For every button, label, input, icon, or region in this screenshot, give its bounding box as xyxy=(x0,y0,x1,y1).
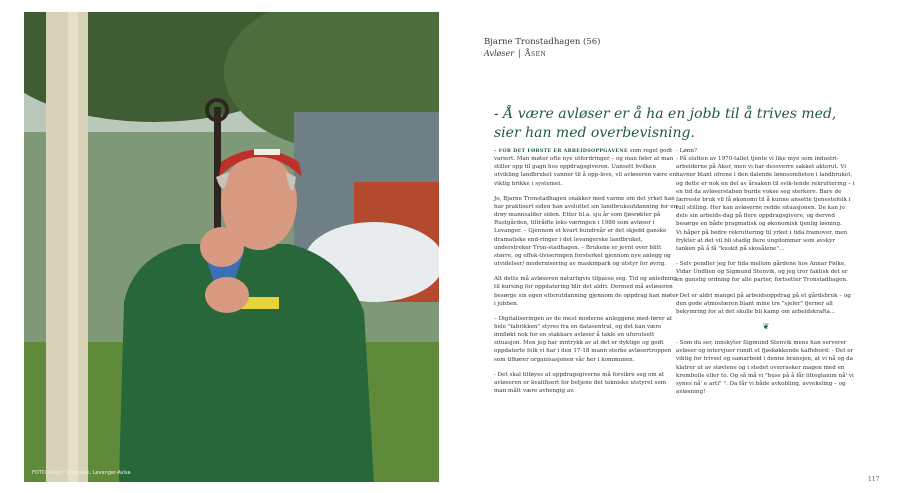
article-paragraph: Vi håper på bedre rekruttering til yrket i tida framover, men frykter at det vil bli stadig flere ungdommer som avskyr tanken på å få "kuskit på skosålene"... xyxy=(676,229,848,252)
role-separator: | xyxy=(518,49,521,58)
lead-in: – FOR DET FØRSTE ER ARBEIDSOPPGAVENE xyxy=(494,148,628,154)
person-name: Bjarne Tronstadhagen (56) xyxy=(484,37,601,47)
person-place: Åsen xyxy=(524,49,547,58)
page-number: 117 xyxy=(868,476,880,483)
article-column-left xyxy=(494,147,680,402)
article-paragraph: - Det er aldri mangel på arbeidsoppdrag på et gårdsbruk – og den gode atmosfæren blant mine tre "sjefer" fjerner all bekymring for at det skulle bli kamp om arbeidskrafta... xyxy=(676,292,851,315)
article-paragraph: - Lønn? xyxy=(676,148,697,154)
photo-credit: FOTO: Roger Svendsen, Levanger-Avisa xyxy=(32,470,131,476)
article-paragraph: Alt dette må avløseren naturligvis tilpasse seg. Tid og anledning til kursing for oppdatering blir det aldri. Dermed må avløseren besørge sin egen etterutdanning gjennom de oppdrag han møter i jobben. xyxy=(494,276,679,307)
person-role-line xyxy=(484,49,546,58)
article-paragraph: – Digitaliseringen av de mest moderne anleggene med-fører at hele "fabrikken" styres fra en datasentral, og det kan være innfløkt nok for en stakkars avløser å takle en uforutsett situasjon. Men jeg har inntrykk av at det er dyktige og godt oppdaterte folk vi har i den 17-18 mann sterke avløsertroppen som tilhører organisasjonen vår her i kommunen. xyxy=(494,315,673,363)
article-paragraph: Jo, Bjarne Tronstadhagen snakker med varme om det yrket han har praktisert siden han avsluttet sin landbruksutdanning for en drøy mannsalder siden. Etter bl.a. sju år som fjøsrøkter på Rustgården, tiltrådte leks-væringen i 1986 som avløser i Levanger. – Gjennom et kvart hundreår er det skjedd ganske dramatiske end-ringer i det levangerske landbruket, understreker Tron-stadhagen. – Brukene er jevnt over blitt større, og effek-tiviseringen forsterket gjennom nye anlegg og utvidelser/ modernisering av maskinpark og utstyr for øvrig. xyxy=(494,195,678,268)
portrait-photo xyxy=(24,12,439,482)
headline-quote: - Å være avløser er å ha en jobb til å trives med, sier han med overbevisning. xyxy=(494,106,837,141)
article-paragraph: - Selv pendler jeg for tida mellom gårdene hos Annar Følke, Vidar Undlien og Sigmund Stenvik, og jeg tror faktisk det er en gunstig ordning for alle parter, fortsetter Tronstadhagen. xyxy=(676,261,848,284)
article-column-right xyxy=(676,147,856,403)
farmer-illustration xyxy=(24,12,439,482)
article-paragraph: - Det skal tilføyes at oppdragsgiverne må forsikre seg om at avløseren er kvalifisert for betjene det tekniske utstyret som man mått være avhengig av. xyxy=(494,371,667,395)
text-page xyxy=(484,0,884,493)
article-paragraph: - På slutten av 1970-tallet tjente vi like mye som industri-arbeiderne på Aker, men vi har dessverre sakket akterut. Vi havner blant ofrene i den dalende lønnsomheten i landbruket, og dette er nok en del av årsaken til svik-tende rekruttering – i en tid da avløserstaben burde vokse seg sterkere. Bare de færreste bruk vil få økonomi til å kunne ansette tjenestefolk i full stilling. Her kan avløserne redde situasjonen. De kan jo dele sin arbeids-dag på flere oppdragsgivere, og derved besørge en både pragmatisk og økonomisk tjenlig løsning. xyxy=(676,156,855,228)
article-paragraph: – FOR DET FØRSTE ER ARBEIDSOPPGAVENE som regel godt variert. Man møter ofte nye utfordringer – og man føler at man stiller opp til gagn hos oppdragsgiveren. Uansett hvilken utvikling landbruket vanner til å opp-leve, vil avløseren være en viktig brikke i systemet. xyxy=(494,148,677,187)
fleuron-icon: ❦ xyxy=(762,321,770,331)
article-paragraph: - Som du ser, innskyter Sigmund Stenvik mens han serverer avløser og intervjuer rundt et fjøskøkkende kaffebord: - Det er viktig for trivsel og samarbeid i denne bransjen, at vi nå og da klatrer ut av støvlene og i stedet overrasker magen med en krembolle eller to. Og så må vi "huss på å får litteglanim nå' vi synes nå' e arti" ". Da får vi både avkobling, avveksling – og avløsning! xyxy=(676,340,854,396)
person-role: Avløser xyxy=(484,49,515,58)
